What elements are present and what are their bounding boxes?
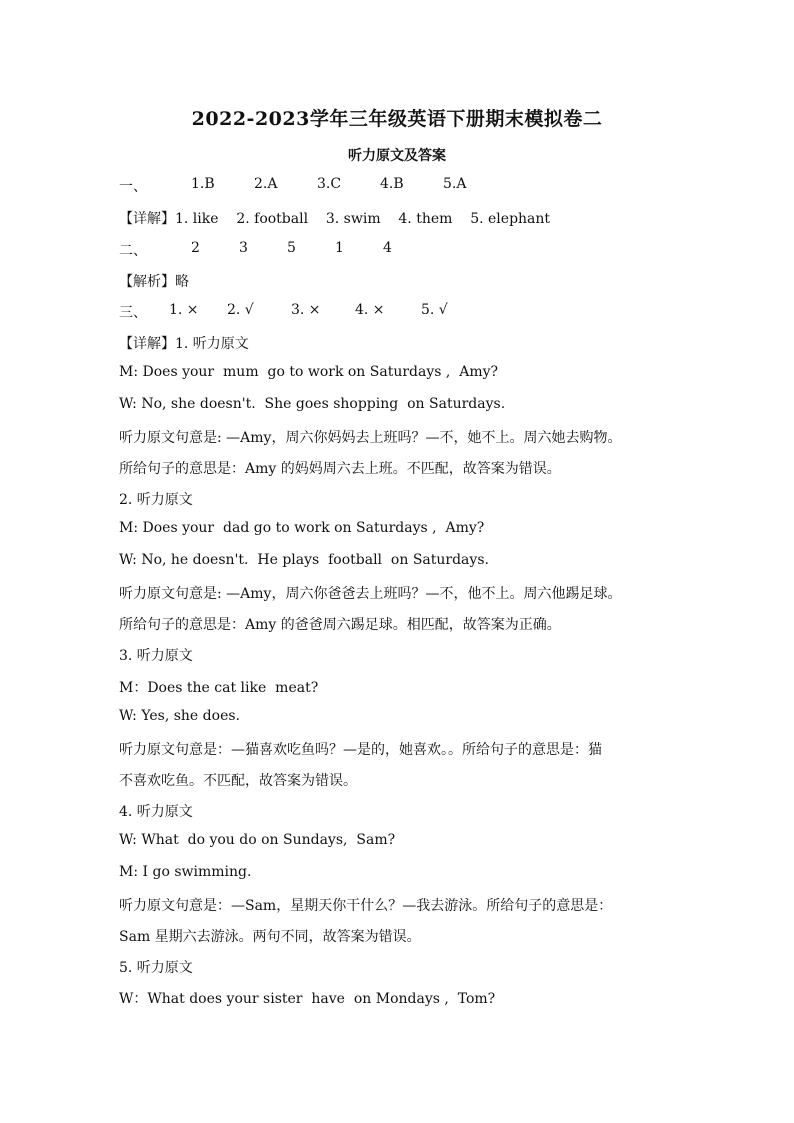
answer-item: 5. √ <box>421 302 448 318</box>
text-line: M：Does the cat like meat? <box>119 680 319 696</box>
text-line: M: Does your mum go to work on Saturdays , Amy? <box>119 364 499 380</box>
answer-item: 2. √ <box>227 302 254 318</box>
answer-item: 3.C <box>317 176 342 192</box>
answer-item: 2.A <box>254 176 278 192</box>
answer-item: 5.A <box>443 176 467 192</box>
text-line: M: I go swimming. <box>119 864 252 880</box>
answer-item: 4.B <box>380 176 404 192</box>
text-line: 【详解】1. 听力原文 <box>119 336 249 352</box>
text-line: W: What do you do on Sundays, Sam? <box>119 832 396 848</box>
answer-item: 1.B <box>191 176 215 192</box>
answer-item: 4. × <box>355 302 385 318</box>
text-line: W: No, she doesn't. She goes shopping on Saturdays. <box>119 396 506 412</box>
section3-answers <box>119 302 679 322</box>
section2-label: 二、 <box>119 243 147 259</box>
text-line: 听力原文句意是: —Amy，周六你爸爸去上班吗？—不，他不上。周六他踢足球。 <box>119 586 622 602</box>
text-line: 听力原文句意是: —Amy，周六你妈妈去上班吗？—不，她不上。周六她去购物。 <box>119 430 622 446</box>
page-title: 2022-2023学年三年级英语下册期末模拟卷二 <box>191 108 603 130</box>
text-line: Sam 星期六去游泳。两句不同，故答案为错误。 <box>119 929 421 945</box>
text-line: 听力原文句意是：—Sam，星期天你干什么？—我去游泳。所给句子的意思是： <box>119 898 613 914</box>
text-line: 2. 听力原文 <box>119 492 193 508</box>
text-line: 3. 听力原文 <box>119 648 193 664</box>
page-subtitle: 听力原文及答案 <box>348 148 446 164</box>
text-line: W：What does your sister have on Mondays , Tom? <box>119 991 496 1007</box>
answer-item: 1. × <box>169 302 199 318</box>
section1-detail: 【详解】1. like 2. football 3. swim 4. them 5. elephant <box>119 211 551 227</box>
section2-answers <box>119 240 679 260</box>
section3-label: 三、 <box>119 305 147 321</box>
text-line: 所给句子的意思是：Amy 的爸爸周六踢足球。相匹配，故答案为正确。 <box>119 617 561 633</box>
answer-item: 1 <box>335 240 344 256</box>
section1-label: 一、 <box>119 179 147 195</box>
answer-item: 2 <box>191 240 200 256</box>
text-line: 不喜欢吃鱼。不匹配，故答案为错误。 <box>119 773 357 789</box>
text-line: 5. 听力原文 <box>119 960 193 976</box>
text-line: W: No, he doesn't. He plays football on Saturdays. <box>119 552 489 568</box>
answer-item: 4 <box>383 240 392 256</box>
section2-analysis: 【解析】略 <box>119 274 189 290</box>
section1-answers <box>119 176 679 196</box>
text-line: 4. 听力原文 <box>119 804 193 820</box>
text-line: W: Yes, she does. <box>119 708 240 724</box>
text-line: M: Does your dad go to work on Saturdays , Amy? <box>119 520 485 536</box>
text-line: 所给句子的意思是：Amy 的妈妈周六去上班。不匹配，故答案为错误。 <box>119 461 561 477</box>
answer-item: 3 <box>239 240 248 256</box>
text-line: 听力原文句意是：—猫喜欢吃鱼吗？—是的，她喜欢。。所给句子的意思是：猫 <box>119 742 602 758</box>
answer-item: 3. × <box>291 302 321 318</box>
answer-item: 5 <box>287 240 296 256</box>
